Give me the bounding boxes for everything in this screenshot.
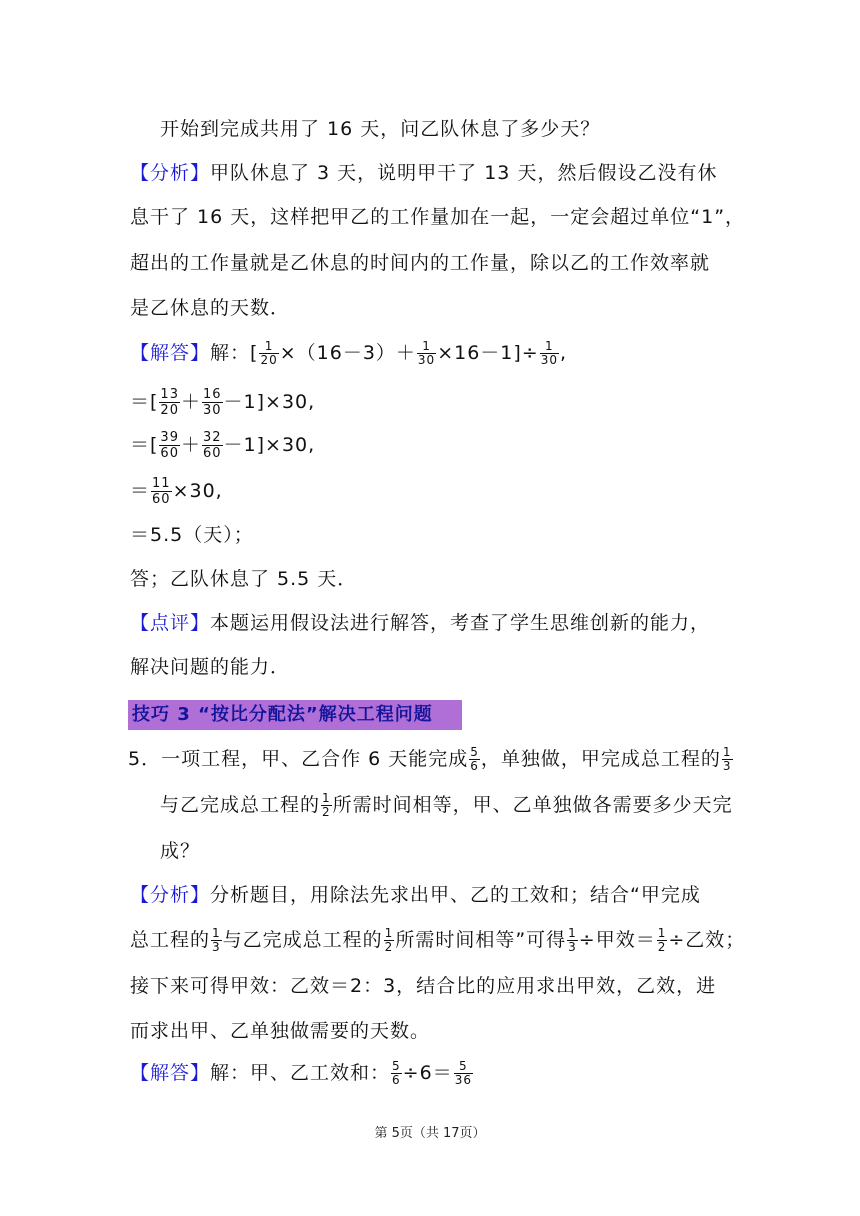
page-footer: 第 5页（共 17页） bbox=[374, 1126, 486, 1141]
fraction: $\frac{1}{2}$ bbox=[384, 926, 394, 954]
equation-text: ×30, bbox=[172, 480, 223, 502]
analysis-text: 总工程的 bbox=[130, 929, 211, 951]
question-text: 5．一项工程，甲、乙合作 6 天能完成 bbox=[128, 748, 469, 770]
equation-text: ＝ bbox=[130, 480, 151, 502]
answer-line: 答；乙队休息了 5.5 天． bbox=[130, 568, 358, 590]
equation-text: －1]×30, bbox=[223, 434, 316, 456]
fraction: $\frac{32}{60}$ bbox=[202, 430, 222, 461]
question-text: ，单独做，甲完成总工程的 bbox=[480, 748, 721, 770]
equation-text: ＝[ bbox=[130, 391, 159, 413]
text-line: 接下来可得甲效：乙效＝2：3，结合比的应用求出甲效，乙效，进 bbox=[130, 975, 717, 997]
fraction: $\frac{1}{2}$ bbox=[322, 791, 331, 819]
fraction: $\frac{16}{30}$ bbox=[202, 387, 222, 418]
analysis-tag: 【分析】 bbox=[130, 162, 211, 184]
question-line: 成？ bbox=[160, 840, 201, 862]
equation-line: ＝5.5（天）； bbox=[130, 524, 254, 546]
question-text: 与乙完成总工程的 bbox=[160, 794, 321, 816]
solution-text: ×（16－3）＋ bbox=[279, 342, 416, 364]
section-heading: 技巧 3 “按比分配法”解决工程问题 bbox=[128, 700, 462, 730]
text-line: 解决问题的能力． bbox=[130, 656, 291, 678]
fraction: $\frac{1}{20}$ bbox=[260, 339, 278, 367]
fraction: $\frac{1}{3}$ bbox=[722, 745, 732, 773]
analysis-text: ÷乙效； bbox=[668, 929, 746, 951]
equation-text: ＝[ bbox=[130, 434, 159, 456]
analysis-text: 甲队休息了 3 天，说明甲干了 13 天，然后假设乙没有休 bbox=[210, 162, 718, 184]
solution-tag: 【解答】 bbox=[130, 342, 211, 364]
solution-tag: 【解答】 bbox=[130, 1062, 211, 1084]
fraction: $\frac{1}{3}$ bbox=[568, 926, 577, 954]
fraction: $\frac{1}{2}$ bbox=[657, 926, 667, 954]
equation-line bbox=[130, 387, 315, 418]
solution-text: ÷6＝ bbox=[402, 1062, 453, 1084]
fraction: $\frac{1}{30}$ bbox=[417, 339, 436, 367]
fraction: $\frac{11}{60}$ bbox=[152, 476, 171, 507]
equation-text: －1]×30, bbox=[223, 391, 316, 413]
review-text: 本题运用假设法进行解答，考查了学生思维创新的能力， bbox=[210, 612, 711, 634]
fraction: $\frac{39}{60}$ bbox=[160, 430, 179, 461]
text-line: 是乙休息的天数． bbox=[130, 297, 291, 319]
text-line: 息干了 16 天，这样把甲乙的工作量加在一起，一定会超过单位“1”， bbox=[130, 206, 746, 228]
analysis-line bbox=[130, 927, 745, 954]
question-text: 所需时间相等，甲、乙单独做各需要多少天完 bbox=[332, 794, 733, 816]
solution-text: ×16－1]÷ bbox=[437, 342, 539, 364]
fraction: $\frac{1}{3}$ bbox=[212, 926, 221, 954]
fraction: $\frac{5}{6}$ bbox=[392, 1059, 401, 1087]
fraction: $\frac{13}{20}$ bbox=[160, 387, 179, 418]
text-line: 开始到完成共用了 16 天，问乙队休息了多少天？ bbox=[160, 118, 601, 140]
solution-text: , bbox=[560, 342, 568, 364]
review-line bbox=[130, 610, 710, 636]
fraction: $\frac{5}{36}$ bbox=[454, 1059, 472, 1087]
analysis-line bbox=[130, 160, 717, 186]
analysis-text: ÷甲效＝ bbox=[578, 929, 656, 951]
question-line bbox=[160, 792, 733, 819]
equation-text: ＋ bbox=[180, 391, 201, 413]
text-line: 而求出甲、乙单独做需要的天数。 bbox=[130, 1020, 431, 1042]
solution-line bbox=[130, 1060, 474, 1087]
equation-line bbox=[130, 476, 223, 507]
analysis-text: 所需时间相等”可得 bbox=[395, 929, 567, 951]
equation-text: ＋ bbox=[180, 434, 201, 456]
analysis-line bbox=[130, 882, 701, 908]
text-line: 超出的工作量就是乙休息的时间内的工作量，除以乙的工作效率就 bbox=[130, 252, 711, 274]
solution-text: 解：[ bbox=[210, 342, 259, 364]
solution-text: 解：甲、乙工效和： bbox=[210, 1062, 391, 1084]
fraction: $\frac{1}{30}$ bbox=[540, 339, 558, 367]
equation-line bbox=[130, 430, 315, 461]
question-line bbox=[128, 746, 734, 773]
solution-line bbox=[130, 340, 567, 367]
analysis-text: 与乙完成总工程的 bbox=[222, 929, 383, 951]
review-tag: 【点评】 bbox=[130, 612, 211, 634]
analysis-text: 分析题目，用除法先求出甲、乙的工效和；结合“甲完成 bbox=[210, 884, 701, 906]
fraction: $\frac{5}{6}$ bbox=[470, 745, 479, 773]
analysis-tag: 【分析】 bbox=[130, 884, 211, 906]
